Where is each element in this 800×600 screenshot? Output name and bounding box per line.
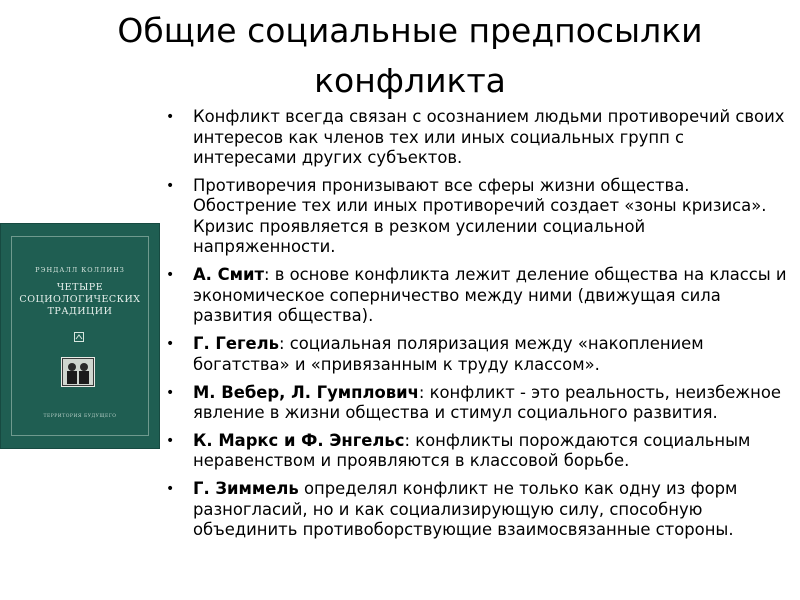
- bullet-text: Конфликт всегда связан с осознанием людьми противоречий своих интересов как членов тех или иных социальных групп с интересами других субъектов.: [193, 107, 785, 167]
- bullet-text: : в основе конфликта лежит деление общества на классы и экономическое соперничество между ними (движущая сила развития общества).: [193, 265, 787, 326]
- bullet-dot-icon: •: [166, 432, 175, 449]
- bullet-text: определял конфликт не только как одну из форм разногласий, но и как социализирующую силу, способную объединить противоборствующие взаимосвязанные стороны.: [193, 479, 738, 540]
- bullet-text: : конфликт - это реальность, неизбежное явление в жизни общества и стимул социального развития.: [193, 382, 781, 423]
- bullet-bold-name: К. Маркс и Ф. Энгельс: [193, 430, 405, 450]
- bullet-item: [160, 383, 790, 424]
- bullet-item: [160, 431, 790, 472]
- bullet-dot-icon: •: [166, 267, 175, 284]
- book-cover-photo: [61, 357, 95, 387]
- publisher-logo-icon: [74, 332, 84, 342]
- bullet-bold-name: Г. Зиммель: [193, 479, 299, 499]
- bullet-dot-icon: •: [166, 336, 175, 353]
- book-publisher: ТЕРРИТОРИЯ БУДУЩЕГО: [43, 414, 117, 419]
- book-author: РЭНДАЛЛ КОЛЛИНЗ: [35, 266, 125, 274]
- bullet-bold-name: М. Вебер, Л. Гумплович: [193, 382, 419, 402]
- bullet-item: [160, 176, 790, 258]
- book-title: ЧЕТЫРЕ СОЦИОЛОГИЧЕСКИХ ТРАДИЦИИ: [19, 282, 141, 317]
- bullet-bold-name: А. Смит: [193, 265, 265, 285]
- bullet-text: : конфликты порождаются социальным неравенством и проявляются в классовой борьбе.: [193, 430, 751, 471]
- book-cover-image: [0, 223, 160, 449]
- bullet-item: [160, 479, 790, 541]
- bullet-dot-icon: •: [166, 384, 175, 401]
- bullet-text: Противоречия пронизывают все сферы жизни общества. Обострение тех или иных противоречий создает «зоны кризиса». Кризис проявляется в резком усилении социальной напряженности.: [193, 175, 767, 257]
- bullet-dot-icon: •: [166, 481, 175, 498]
- bullet-dot-icon: •: [166, 109, 175, 125]
- slide-title: Общие социальные предпосылки конфликта: [117, 11, 703, 100]
- bullet-list: [160, 107, 790, 548]
- bullet-item: [160, 265, 790, 327]
- bullet-item: [160, 107, 790, 169]
- bullet-dot-icon: •: [166, 177, 175, 194]
- bullet-item: [160, 334, 790, 375]
- bullet-bold-name: Г. Гегель: [193, 334, 279, 354]
- bullet-text: : социальная поляризация между «накоплением богатства» и «привязанным к труду классом».: [193, 334, 704, 374]
